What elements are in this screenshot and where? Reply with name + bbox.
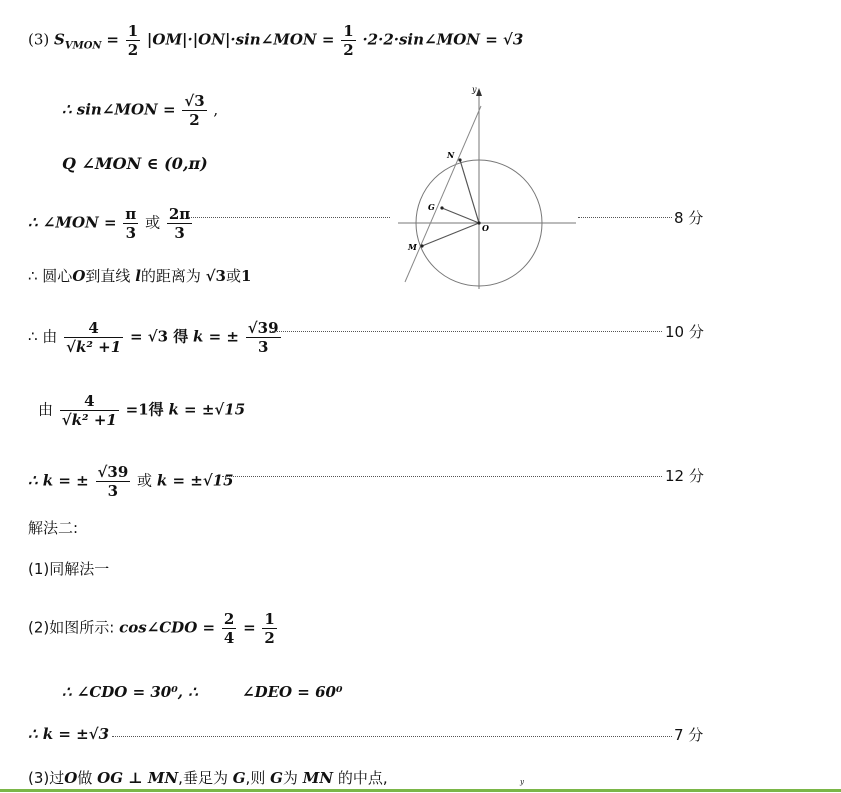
k1-fraction: $\frac{4}{\text{√k² +1}}$ [66, 319, 122, 356]
sin-prefix: ∴ sin∠MON = [62, 100, 176, 119]
label-N: N [447, 150, 455, 160]
k2-fraction: $\frac{4}{\text{√k² +1}}$ [61, 392, 117, 429]
distance-val2: 1 [241, 267, 252, 285]
angle-prefix: ∴ ∠MON = [28, 213, 117, 232]
leader-dots-8b [578, 217, 672, 218]
score-12: 12 分 [665, 467, 704, 485]
score-8: 8 分 [674, 209, 704, 227]
p2-prefix: (2)如图所示: [28, 618, 115, 637]
leader-dots-7 [112, 736, 672, 737]
k2-k: k = ±√15 [168, 400, 246, 419]
score-10: 10 分 [665, 323, 704, 341]
label-G: G [428, 202, 435, 212]
distance-or: 或 [225, 267, 241, 285]
step3-method2: (3)过O做 OG ⊥ MN,垂足为 G,则 G为 MN 的中点, [28, 769, 388, 787]
bottom-y-label: y [520, 778, 524, 786]
or-word: 或 [145, 213, 161, 232]
sin-fraction: $\frac{√3}{2}$ [184, 92, 205, 129]
kf-prefix: ∴ k = ± [28, 471, 89, 490]
k1-eq: = √3 得 [129, 327, 189, 346]
k2-eq: =1得 [125, 400, 164, 419]
angle-results-b: ∠DEO = 60⁰ [242, 683, 343, 701]
label-O: O [482, 223, 489, 233]
area-formula-line: (3) $S_{VMON}$ = $\frac{1}{2}$ |OM|·|ON|·sin∠MON = $\frac{1}{2}$ ·2·2·sin∠MON = √3 [28, 22, 524, 59]
area-symbol: S [54, 30, 65, 49]
angle-results-a: ∴ ∠CDO = 30⁰, ∴ [62, 683, 198, 701]
distance-line [28, 266, 251, 286]
segment-OG [442, 208, 479, 223]
step-label: (3) [28, 30, 50, 49]
domain-line: Q ∠MON ∈ (0,π) [62, 154, 208, 173]
sin-line [62, 92, 218, 129]
sin-suffix: , [213, 100, 219, 119]
k1-result: $\frac{√39}{3}$ [247, 319, 279, 356]
p2-frac-2: $\frac{1}{2}$ [264, 610, 275, 647]
method2-title: 解法二: [28, 519, 79, 537]
method2-part1: (1)同解法一 [28, 560, 110, 578]
score-7: 7 分 [674, 726, 704, 744]
k1-k: k = ± [193, 327, 240, 346]
k2-prefix: 由 [38, 400, 54, 419]
area-expression: |OM|·|ON|·sin∠MON = [146, 30, 335, 49]
leader-dots-10 [272, 331, 662, 332]
k-final-line [28, 463, 234, 500]
segment-OM [422, 223, 479, 246]
distance-O: O [72, 267, 86, 285]
kf-k2: k = ±√15 [156, 471, 234, 490]
area-expression-2: ·2·2·sin∠MON = √3 [362, 30, 524, 49]
p2-eq: = [243, 618, 256, 637]
fraction-half-1: $\frac{1}{2}$ [127, 22, 139, 59]
kf-fraction: $\frac{√39}{3}$ [97, 463, 129, 500]
angle-line [28, 205, 194, 242]
angle-frac-2: $\frac{2\pi}{3}$ [168, 205, 191, 242]
y-axis-arrow [476, 88, 482, 96]
leader-dots-8 [188, 217, 390, 218]
distance-val1: √3 [205, 267, 226, 285]
label-M: M [408, 242, 417, 252]
p2-cos: cos∠CDO = [119, 618, 216, 637]
line-l [405, 106, 481, 282]
angle-frac-1: $\frac{\pi}{3}$ [125, 205, 137, 242]
area-subscript: VMON [64, 40, 102, 52]
distance-l: l [135, 267, 141, 285]
p2-frac-1: $\frac{2}{4}$ [223, 610, 235, 647]
label-y: y [472, 85, 477, 94]
bottom-rule [0, 789, 841, 792]
method2-part2 [28, 610, 279, 647]
distance-mid: 到直线 [85, 267, 131, 285]
fraction-half-2: $\frac{1}{2}$ [343, 22, 354, 59]
k-line-2 [38, 392, 245, 429]
circle-diagram [395, 84, 585, 294]
k1-prefix: ∴ 由 [28, 327, 58, 346]
distance-prefix: ∴ 圆心 [28, 267, 73, 285]
kf-or: 或 [137, 471, 153, 490]
k-line-1 [28, 319, 283, 356]
leader-dots-12 [222, 476, 662, 477]
distance-suffix: 的距离为 [140, 267, 201, 285]
k-sqrt3-line: ∴ k = ±√3 [28, 725, 110, 743]
segment-ON [460, 160, 479, 223]
